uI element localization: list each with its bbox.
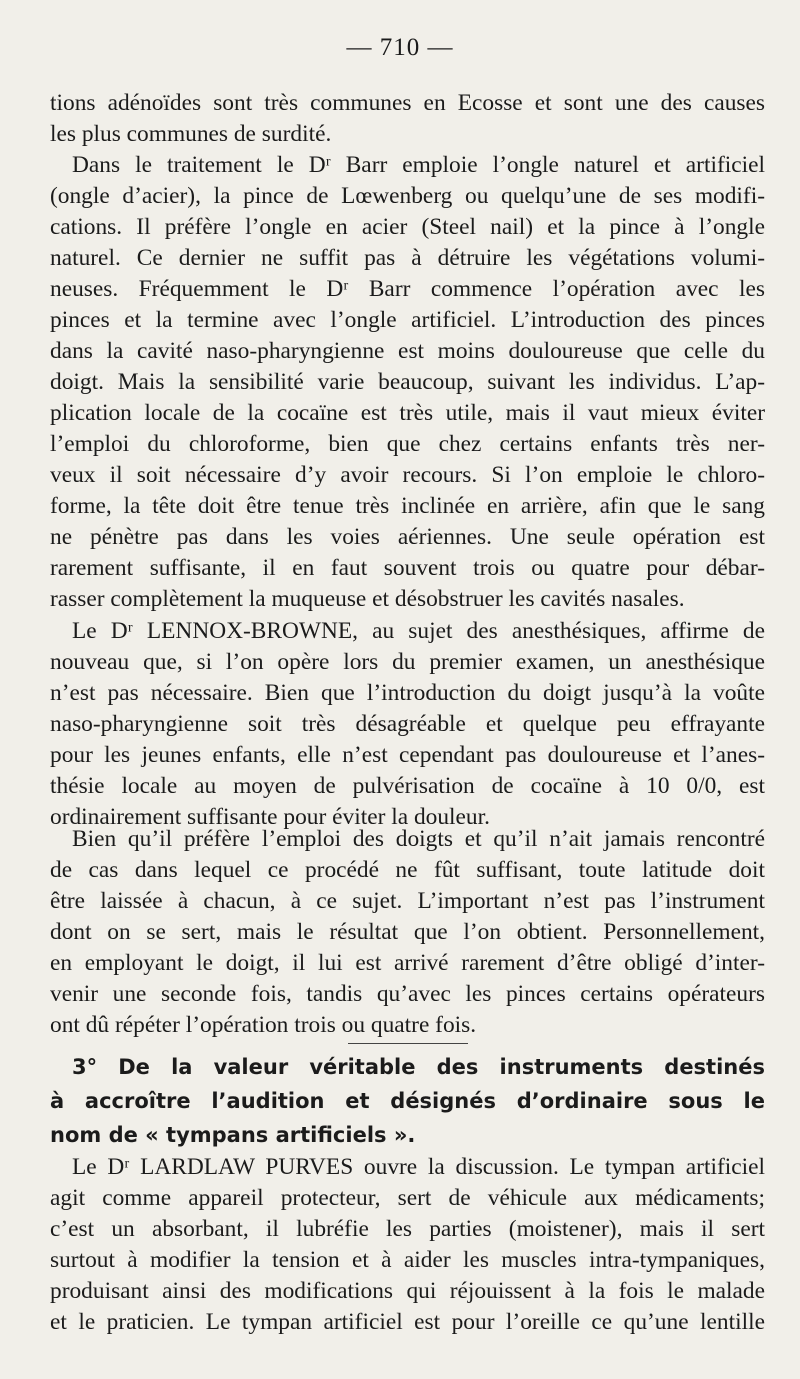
section-divider: [348, 1043, 468, 1044]
text-line: tions adénoïdes sont très communes en Ecosse et sont une des causes: [50, 90, 765, 116]
page-number: — 710 —: [346, 34, 454, 61]
text-line: veux il soit nécessaire d’y avoir recours. Si l’on emploie le chloro-: [50, 462, 765, 488]
text-line: n’est pas nécessaire. Bien que l’introduction du doigt jusqu’à la voûte: [50, 680, 765, 706]
text-line: Bien qu’il préfère l’emploi des doigts et qu’il n’ait jamais rencontré: [72, 826, 765, 852]
text-line: thésie locale au moyen de pulvérisation de cocaïne à 10 0/0, est: [50, 773, 765, 799]
text-line: dont on se sert, mais le résultat que l’on obtient. Personnellement,: [50, 919, 765, 945]
text-line: les plus communes de surdité.: [50, 121, 332, 147]
text-line: Le Dʳ LENNOX-BROWNE, au sujet des anesthésiques, affirme de: [72, 618, 765, 644]
text-line: venir une seconde fois, tandis qu’avec les pinces certains opérateurs: [50, 981, 765, 1007]
text-line: pinces et la termine avec l’ongle artificiel. L’introduction des pinces: [50, 307, 765, 333]
text-line: l’emploi du chloroforme, bien que chez certains enfants très ner-: [50, 431, 765, 457]
paragraph-continuation: [50, 88, 765, 150]
text-line: rarement suffisante, il en faut souvent trois ou quatre pour débar-: [50, 555, 765, 581]
heading-line: à accroître l’audition et désignés d’ordinaire sous le: [50, 1089, 765, 1113]
text-line: naturel. Ce dernier ne suffit pas à détruire les végétations volumi-: [50, 245, 765, 271]
text-line: Le Dʳ LARDLAW PURVES ouvre la discussion. Le tympan artificiel: [72, 1154, 765, 1180]
text-line: naso-pharyngienne soit très désagréable et quelque peu effrayante: [50, 711, 765, 737]
heading-line: nom de « tympans artificiels ».: [50, 1123, 416, 1147]
text-line: plication locale de la cocaïne est très utile, mais il vaut mieux éviter: [50, 400, 765, 426]
text-line: surtout à modifier la tension et à aider les muscles intra-tympaniques,: [50, 1247, 765, 1273]
text-line: être laissée à chacun, à ce sujet. L’important n’est pas l’instrument: [50, 888, 765, 914]
text-line: Dans le traitement le Dʳ Barr emploie l’ongle naturel et artificiel: [72, 152, 765, 178]
text-line: en employant le doigt, il lui est arrivé rarement d’être obligé d’inter-: [50, 950, 765, 976]
text-line: ordinairement suffisante pour éviter la douleur.: [50, 804, 490, 830]
paragraph-lennox-browne: [50, 616, 765, 833]
text-line: agit comme appareil protecteur, sert de véhicule aux médicaments;: [50, 1185, 765, 1211]
section-heading: [50, 1050, 765, 1152]
paragraph-barr-treatment: [50, 150, 765, 615]
heading-line: 3° De la valeur véritable des instruments destinés: [72, 1055, 765, 1079]
text-line: et le praticien. Le tympan artificiel est pour l’oreille ce qu’une lentille: [50, 1309, 765, 1335]
text-line: cations. Il préfère l’ongle en acier (Steel nail) et la pince à l’ongle: [50, 214, 765, 240]
text-line: de cas dans lequel ce procédé ne fût suffisant, toute latitude doit: [50, 857, 765, 883]
text-line: dans la cavité naso-pharyngienne est moins douloureuse que celle du: [50, 338, 765, 364]
paragraph-lardlaw-purves: [50, 1152, 765, 1338]
text-line: (ongle d’acier), la pince de Lœwenberg ou quelqu’une de ses modifi-: [50, 183, 765, 209]
text-line: neuses. Fréquemment le Dʳ Barr commence l’opération avec les: [50, 276, 765, 302]
text-line: nouveau que, si l’on opère lors du premier examen, un anesthésique: [50, 649, 765, 675]
text-line: pour les jeunes enfants, elle n’est cependant pas douloureuse et l’anes-: [50, 742, 765, 768]
text-line: forme, la tête doit être tenue très inclinée en arrière, afin que le sang: [50, 493, 765, 519]
text-line: ont dû répéter l’opération trois ou quatre fois.: [50, 1012, 477, 1038]
paragraph-finger-preference: [50, 824, 765, 1041]
text-line: doigt. Mais la sensibilité varie beaucoup, suivant les individus. L’ap-: [50, 369, 765, 395]
text-line: produisant ainsi des modifications qui réjouissent à la fois le malade: [50, 1278, 765, 1304]
text-line: rasser complètement la muqueuse et désobstruer les cavités nasales.: [50, 586, 685, 612]
text-line: c’est un absorbant, il lubréfie les parties (moistener), mais il sert: [50, 1216, 765, 1242]
text-line: ne pénètre pas dans les voies aériennes. Une seule opération est: [50, 524, 765, 550]
